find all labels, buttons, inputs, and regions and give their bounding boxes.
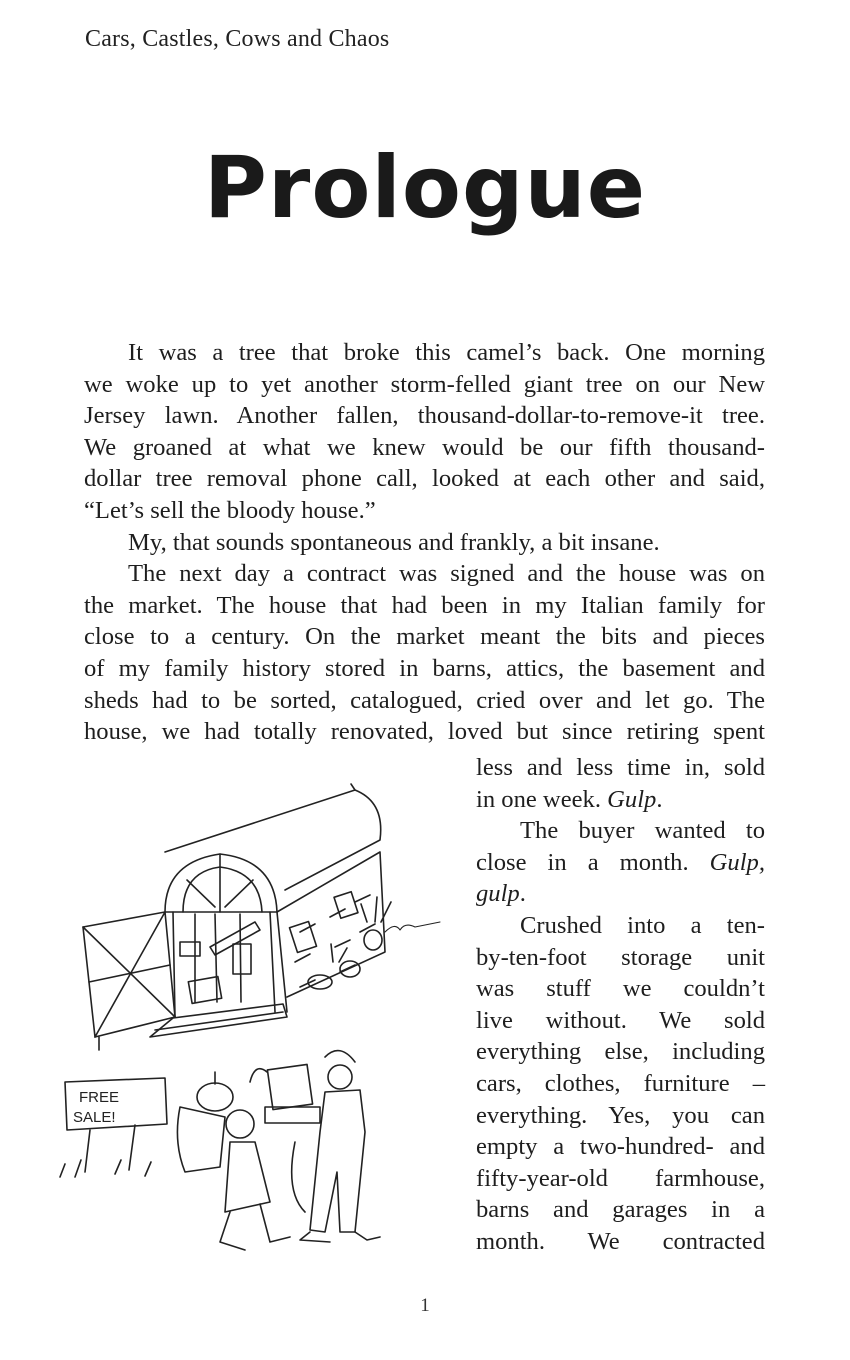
body-text-right-column xyxy=(476,752,765,1258)
text-line: gulp. xyxy=(476,880,526,908)
text-line: in one week. Gulp. xyxy=(476,785,663,813)
italic-text: gulp xyxy=(476,880,520,908)
woman-figure xyxy=(177,1069,290,1250)
text-line: empty a two-hundred- and xyxy=(476,1133,765,1161)
text-line: sheds had to be sorted, catalogued, cried over and let go. The xyxy=(84,686,765,714)
sign-line-1: FREE xyxy=(79,1089,120,1106)
text-fragment: close in a month. xyxy=(476,848,689,876)
text-line: was stuff we couldn’t xyxy=(476,975,765,1003)
body-text-full-width xyxy=(84,337,765,748)
text-line: by-ten-foot storage unit xyxy=(476,943,765,971)
chapter-title: Prologue xyxy=(203,138,647,238)
man-figure xyxy=(265,1051,380,1242)
text-line: close to a century. On the market meant the bits and pieces xyxy=(84,623,765,651)
italic-text: Gulp, xyxy=(709,848,765,876)
text-line: month. We contracted xyxy=(476,1227,765,1255)
text-line: the market. The house that had been in my Italian family for xyxy=(84,591,765,619)
running-head: Cars, Castles, Cows and Chaos xyxy=(85,26,390,52)
sign-line-2: SALE! xyxy=(73,1109,116,1126)
text-line: Crushed into a ten- xyxy=(520,911,765,939)
text-line xyxy=(476,847,765,879)
free-sale-sign xyxy=(60,1078,167,1177)
text-line: we woke up to yet another storm-felled giant tree on our New xyxy=(84,370,765,398)
text-line: Jersey lawn. Another fallen, thousand-dollar-to-remove-it tree. xyxy=(84,402,765,430)
text-line: live without. We sold xyxy=(476,1006,765,1034)
text-line: dollar tree removal phone call, looked at each other and said, xyxy=(84,465,765,493)
text-line: We groaned at what we knew would be our fifth thousand- xyxy=(84,433,765,461)
text-line: “Let’s sell the bloody house.” xyxy=(84,496,376,524)
page-number: 1 xyxy=(420,1295,430,1316)
text-line: The buyer wanted to xyxy=(520,817,765,845)
text-fragment: in one week. xyxy=(476,785,601,813)
text-line: cars, clothes, furniture – xyxy=(476,1069,765,1097)
text-line: barns and garages in a xyxy=(476,1196,765,1224)
italic-text: Gulp xyxy=(607,785,657,813)
text-line: everything. Yes, you can xyxy=(476,1101,765,1129)
text-line: It was a tree that broke this camel’s back. One morning xyxy=(128,339,765,366)
text-line: My, that sounds spontaneous and frankly, a bit insane. xyxy=(128,528,660,556)
text-line: fifty-year-old farmhouse, xyxy=(476,1164,765,1192)
barn-yard-sale-illustration xyxy=(55,772,455,1292)
barn-drawing xyxy=(83,784,440,1050)
text-line: house, we had totally renovated, loved but since retiring spent xyxy=(84,718,765,746)
text-line: everything else, including xyxy=(476,1038,765,1066)
text-line: less and less time in, sold xyxy=(476,754,765,781)
text-line: The next day a contract was signed and the house was on xyxy=(128,560,765,588)
text-line: of my family history stored in barns, attics, the basement and xyxy=(84,654,765,682)
